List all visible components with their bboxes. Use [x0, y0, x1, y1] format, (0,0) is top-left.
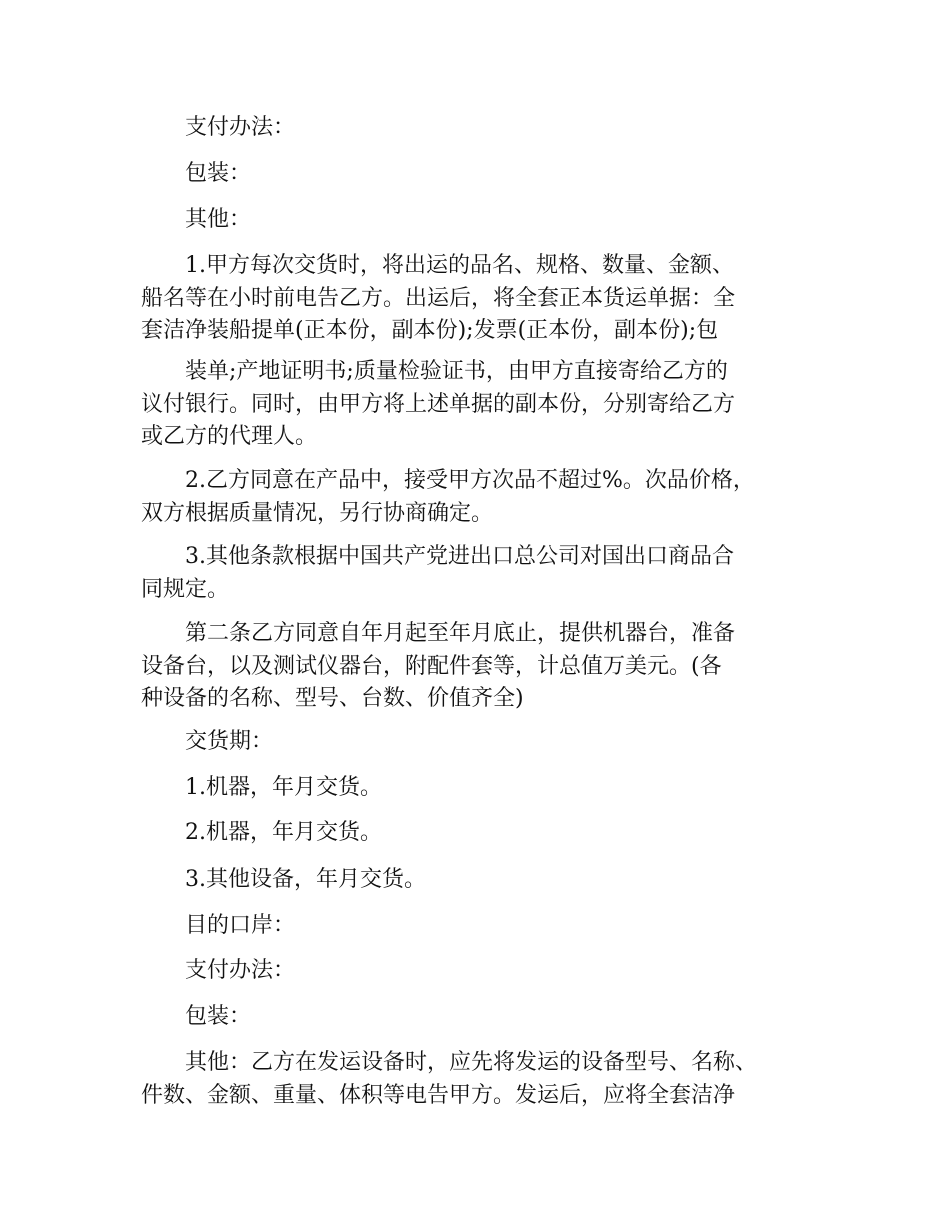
text-line: 1.机器，年月交货。 [185, 775, 382, 800]
paragraph-payment-method-2 [141, 955, 811, 988]
paragraph-packaging-1 [141, 158, 811, 191]
text-line: 装单;产地证明书;质量检验证书，由甲方直接寄给乙方的 [185, 359, 728, 384]
text-line: 其他： [185, 207, 252, 232]
text-line: 3.其他设备，年月交货。 [185, 867, 426, 892]
text-line: 议付银行。同时，由甲方将上述单据的副本份，分别寄给乙方 [141, 391, 736, 417]
paragraph-clause-1-continued [141, 356, 811, 454]
paragraph-clause-3 [141, 541, 811, 606]
text-line: 第二条乙方同意自年月起至年月底止，提供机器台，准备 [185, 621, 736, 646]
text-line: 船名等在小时前电告乙方。出运后，将全套正本货运单据：全 [141, 285, 736, 311]
paragraph-destination-port [141, 910, 811, 943]
paragraph-article-2 [141, 618, 811, 716]
paragraph-other-2 [141, 1047, 811, 1112]
paragraph-other-1 [141, 204, 811, 237]
text-line: 同规定。 [141, 576, 230, 602]
paragraph-delivery-item-1 [141, 772, 811, 805]
text-line: 设备台，以及测试仪器台，附配件套等，计总值万美元。(各 [141, 653, 722, 679]
text-line: 目的口岸： [185, 913, 296, 938]
text-line: 2.乙方同意在产品中，接受甲方次品不超过%。次品价格， [185, 468, 755, 493]
text-line: 件数、金额、重量、体积等电告甲方。发运后，应将全套洁净 [141, 1082, 736, 1108]
text-line: 种设备的名称、型号、台数、价值齐全) [141, 686, 524, 711]
paragraph-clause-2 [141, 465, 811, 530]
text-line: 套洁净装船提单(正本份，副本份);发票(正本份，副本份);包 [141, 318, 719, 343]
text-line: 双方根据质量情况，另行协商确定。 [141, 500, 494, 526]
text-line: 支付办法： [185, 115, 296, 140]
text-line: 2.机器，年月交货。 [185, 820, 382, 845]
text-line: 或乙方的代理人。 [141, 424, 318, 449]
text-line: 3.其他条款根据中国共产党进出口总公司对国出口商品合 [185, 544, 734, 569]
text-line: 1.甲方每次交货时，将出运的品名、规格、数量、金额、 [185, 253, 734, 278]
paragraph-delivery-item-2 [141, 817, 811, 850]
text-line: 包装： [185, 1004, 252, 1029]
text-line: 交货期： [185, 729, 274, 754]
text-line: 包装： [185, 161, 252, 186]
text-line: 其他：乙方在发运设备时，应先将发运的设备型号、名称、 [185, 1050, 758, 1075]
paragraph-delivery-period [141, 726, 811, 759]
paragraph-packaging-2 [141, 1001, 811, 1034]
paragraph-delivery-item-3 [141, 864, 811, 897]
paragraph-payment-method-1 [141, 112, 811, 145]
text-line: 支付办法： [185, 958, 296, 983]
paragraph-clause-1 [141, 250, 811, 348]
